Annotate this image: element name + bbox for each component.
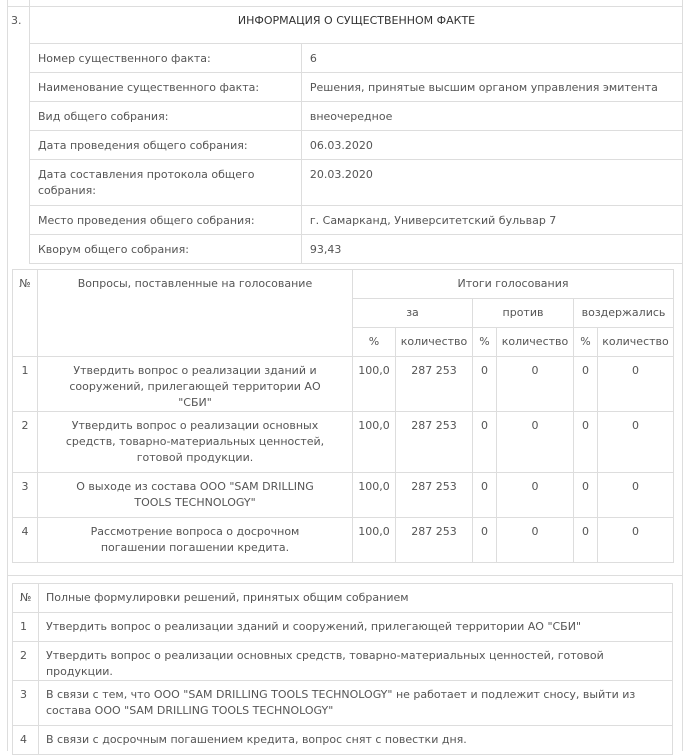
header-question: Вопросы, поставленные на голосование	[38, 270, 353, 357]
against-pct: 0	[473, 412, 497, 473]
against-qty: 0	[497, 518, 574, 563]
info-value: г. Самарканд, Университетский бульвар 7	[301, 206, 682, 235]
row-question: Утвердить вопрос о реализации зданий и сооружений, прилегающей территории АО "СБИ"	[38, 357, 353, 412]
header-for-pct: %	[353, 328, 396, 357]
table-row	[13, 412, 674, 473]
for-qty: 287 253	[396, 412, 473, 473]
for-pct: 100,0	[353, 473, 396, 518]
against-pct: 0	[473, 357, 497, 412]
table-row	[13, 613, 673, 642]
table-row	[13, 473, 674, 518]
row-number: 4	[13, 726, 39, 755]
row-number: 1	[13, 357, 38, 412]
header-voting-results: Итоги голосования	[353, 270, 674, 299]
against-pct: 0	[473, 518, 497, 563]
row-number: 4	[13, 518, 38, 563]
info-value: 6	[301, 44, 682, 73]
table-row	[13, 681, 673, 726]
decision-text: В связи с тем, что ООО "SAM DRILLING TOOLS TECHNOLOGY" не работает и подлежит сносу, выйти из состава ООО "SAM DRILLING TOOLS TECHNOLOGY"	[38, 681, 672, 726]
info-row	[30, 131, 683, 160]
for-qty: 287 253	[396, 357, 473, 412]
info-table	[29, 43, 683, 264]
row-question: Рассмотрение вопроса о досрочном погашении погашении кредита.	[38, 518, 353, 563]
header-for: за	[353, 299, 473, 328]
top-row-border	[7, 6, 683, 7]
for-pct: 100,0	[353, 412, 396, 473]
table-row	[13, 584, 673, 613]
row-number: 3	[13, 473, 38, 518]
row-number: 2	[13, 642, 39, 681]
abstained-pct: 0	[574, 412, 598, 473]
header-against-pct: %	[473, 328, 497, 357]
abstained-pct: 0	[574, 473, 598, 518]
info-value: 93,43	[301, 235, 682, 264]
table-row	[13, 726, 673, 755]
row-question: Утвердить вопрос о реализации основных средств, товарно-материальных ценностей, готовой продукции.	[38, 412, 353, 473]
section-number: 3.	[11, 14, 22, 27]
header-against-qty: количество	[497, 328, 574, 357]
decisions-table	[12, 583, 673, 755]
abstained-qty: 0	[598, 473, 674, 518]
row-number: 1	[13, 613, 39, 642]
for-pct: 100,0	[353, 357, 396, 412]
info-value: Решения, принятые высшим органом управления эмитента	[301, 73, 682, 102]
table-row	[13, 518, 674, 563]
row-number: 3	[13, 681, 39, 726]
table-row	[13, 357, 674, 412]
abstained-pct: 0	[574, 357, 598, 412]
section-title: ИНФОРМАЦИЯ О СУЩЕСТВЕННОМ ФАКТЕ	[237, 14, 476, 27]
info-label: Кворум общего собрания:	[30, 235, 302, 264]
abstained-qty: 0	[598, 518, 674, 563]
against-qty: 0	[497, 412, 574, 473]
for-qty: 287 253	[396, 518, 473, 563]
decision-text: В связи с досрочным погашением кредита, вопрос снят с повестки дня.	[38, 726, 672, 755]
header-abstained-qty: количество	[598, 328, 674, 357]
decision-text: Утвердить вопрос о реализации основных средств, товарно-материальных ценностей, готовой продукции.	[38, 642, 672, 681]
block-separator	[7, 575, 683, 576]
info-label: Вид общего собрания:	[30, 102, 302, 131]
header-for-qty: количество	[396, 328, 473, 357]
info-row	[30, 73, 683, 102]
info-row	[30, 160, 683, 206]
info-value: внеочередное	[301, 102, 682, 131]
voting-results-table	[12, 269, 674, 563]
info-label: Наименование существенного факта:	[30, 73, 302, 102]
header-against: против	[473, 299, 574, 328]
info-value: 06.03.2020	[301, 131, 682, 160]
info-label: Дата проведения общего собрания:	[30, 131, 302, 160]
header-abstained-pct: %	[574, 328, 598, 357]
header-decisions-text: Полные формулировки решений, принятых общим собранием	[38, 584, 672, 613]
header-number: №	[13, 584, 39, 613]
against-pct: 0	[473, 473, 497, 518]
abstained-qty: 0	[598, 357, 674, 412]
against-qty: 0	[497, 473, 574, 518]
info-row	[30, 206, 683, 235]
info-row	[30, 44, 683, 73]
info-label: Место проведения общего собрания:	[30, 206, 302, 235]
against-qty: 0	[497, 357, 574, 412]
info-value: 20.03.2020	[301, 160, 682, 206]
decision-text: Утвердить вопрос о реализации зданий и сооружений, прилегающей территории АО "СБИ"	[38, 613, 672, 642]
info-row	[30, 235, 683, 264]
table-row	[13, 642, 673, 681]
abstained-qty: 0	[598, 412, 674, 473]
header-abstained: воздержались	[574, 299, 674, 328]
abstained-pct: 0	[574, 518, 598, 563]
info-label: Номер существенного факта:	[30, 44, 302, 73]
for-qty: 287 253	[396, 473, 473, 518]
row-question: О выходе из состава ООО "SAM DRILLING TOOLS TECHNOLOGY"	[38, 473, 353, 518]
for-pct: 100,0	[353, 518, 396, 563]
info-label: Дата составления протокола общего собрания:	[30, 160, 302, 206]
info-row	[30, 102, 683, 131]
header-number: №	[13, 270, 38, 357]
row-number: 2	[13, 412, 38, 473]
